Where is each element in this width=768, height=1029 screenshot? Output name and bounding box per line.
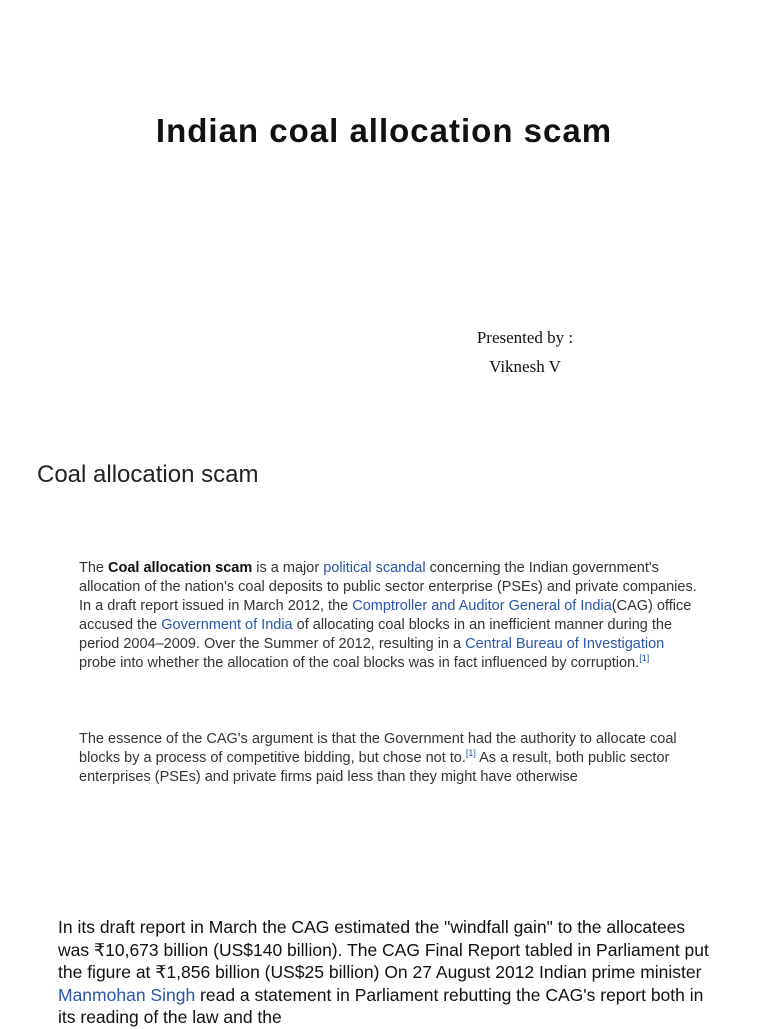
text-span: The essence of the CAG's argument is that the Government had the authority to allocate coal blocks by a process of competitive bidding, but chose not to. bbox=[79, 731, 677, 766]
presented-by-label: Presented by : bbox=[476, 328, 574, 347]
text-span: probe into whether the allocation of the coal blocks was in fact influenced by corruption. bbox=[79, 655, 640, 671]
presenter-block bbox=[420, 323, 630, 381]
draft-report-paragraph bbox=[58, 916, 718, 1029]
link-government-of-india[interactable]: Government of India bbox=[161, 617, 293, 633]
link-cbi[interactable]: Central Bureau of Investigation bbox=[465, 636, 665, 652]
section-heading: Coal allocation scam bbox=[37, 461, 259, 488]
text-span: The bbox=[79, 560, 109, 576]
reference-link[interactable]: [1] bbox=[639, 653, 650, 664]
text-span: of allocating coal blocks in an inefficient manner during the period 2004–2009. Over the Summer of 2012, resulting in a bbox=[79, 617, 673, 652]
text-span: concerning the Indian government's allocation of the nation's coal deposits to public sector enterprise (PSEs) and private companies. In a draft report issued in March 2012, the bbox=[79, 560, 697, 614]
intro-paragraph bbox=[79, 559, 699, 673]
link-political-scandal[interactable]: political scandal bbox=[323, 560, 426, 576]
text-span: In its draft report in March the CAG estimated the "windfall gain" to the allocatees was ₹10,673 billion (US$140 billion). The CAG Final Report tabled in Parliament put the figure at ₹1,856 billion (US$25 billion) On 27 August 2012 Indian prime minister bbox=[58, 917, 709, 982]
text-span: As a result, both public sector enterprises (PSEs) and private firms paid less than they might have otherwise bbox=[79, 750, 670, 785]
text-span: is a major bbox=[252, 560, 324, 576]
presenter-name: Viknesh V bbox=[489, 357, 561, 376]
link-manmohan-singh[interactable]: Manmohan Singh bbox=[58, 984, 196, 1005]
essence-paragraph bbox=[79, 730, 699, 787]
bold-term: Coal allocation scam bbox=[108, 560, 253, 576]
slide-title: Indian coal allocation scam bbox=[155, 112, 613, 149]
text-span: read a statement in Parliament rebutting the CAG's report both in its reading of the law and the bbox=[58, 984, 704, 1027]
link-cag[interactable]: Comptroller and Auditor General of India bbox=[352, 598, 612, 614]
reference-link[interactable]: [1] bbox=[465, 748, 476, 759]
text-span: (CAG) office accused the bbox=[79, 598, 692, 633]
